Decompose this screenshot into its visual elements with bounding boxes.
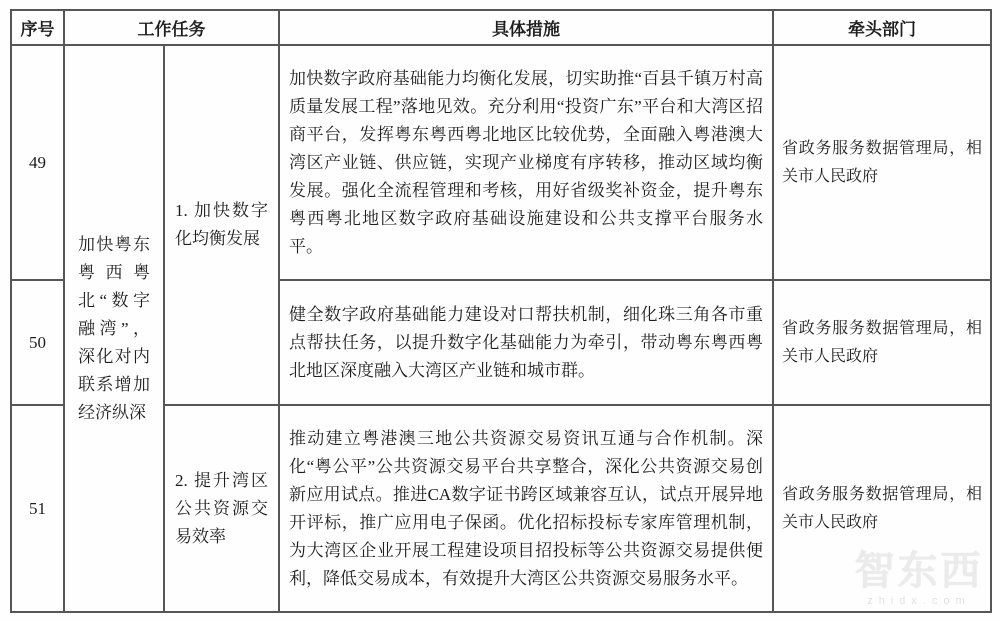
header-row bbox=[11, 10, 991, 45]
row-number-51: 51 bbox=[11, 405, 64, 612]
department-cell-51: 省政务服务数据管理局，相关市人民政府 bbox=[773, 405, 991, 612]
header-work-task: 工作任务 bbox=[64, 10, 279, 45]
header-specific-measures: 具体措施 bbox=[279, 10, 773, 45]
department-cell-50: 省政务服务数据管理局，相关市人民政府 bbox=[773, 280, 991, 405]
row-number-50: 50 bbox=[11, 280, 64, 405]
subtask-cell-1: 1. 加快数字化均衡发展 bbox=[164, 45, 279, 405]
measure-cell-49: 加快数字政府基础能力均衡化发展，切实助推“百县千镇万村高质量发展工程”落地见效。充分利用“投资广东”平台和大湾区招商平台，发挥粤东粤西粤北地区比较优势，全面融入粤港澳大湾区产业链、供应链，实现产业梯度有序转移，推动区域均衡发展。强化全流程管理和考核，用好省级奖补资金，提升粤东粤西粤北地区数字政府基础设施建设和公共支撑平台服务水平。 bbox=[279, 45, 773, 280]
watermark-logo: 智东西 bbox=[854, 549, 984, 593]
header-lead-department: 牵头部门 bbox=[773, 10, 991, 45]
row-number-49: 49 bbox=[11, 45, 64, 280]
header-serial-number: 序号 bbox=[11, 10, 64, 45]
work-plan-table bbox=[10, 9, 992, 613]
subtask-cell-2: 2. 提升湾区公共资源交易效率 bbox=[164, 405, 279, 612]
measure-cell-50: 健全数字政府基础能力建设对口帮扶机制，细化珠三角各市重点帮扶任务，以提升数字化基础能力为牵引，带动粤东粤西粤北地区深度融入大湾区产业链和城市群。 bbox=[279, 280, 773, 405]
measure-cell-51: 推动建立粤港澳三地公共资源交易资讯互通与合作机制。深化“粤公平”公共资源交易平台共享整合，深化公共资源交易创新应用试点。推进CA数字证书跨区域兼容互认，试点开展异地开评标，推广应用电子保函。优化招标投标专家库管理机制，为大湾区企业开展工程建设项目招投标等公共资源交易提供便利，降低交易成本，有效提升大湾区公共资源交易服务水平。 bbox=[279, 405, 773, 612]
task-group-cell: 加快粤东粤西粤北“数字融湾”，深化对内联系增加经济纵深 bbox=[64, 45, 164, 612]
department-cell-49: 省政务服务数据管理局，相关市人民政府 bbox=[773, 45, 991, 280]
watermark-domain: zhidx.com bbox=[867, 595, 971, 607]
table-row bbox=[11, 45, 991, 280]
